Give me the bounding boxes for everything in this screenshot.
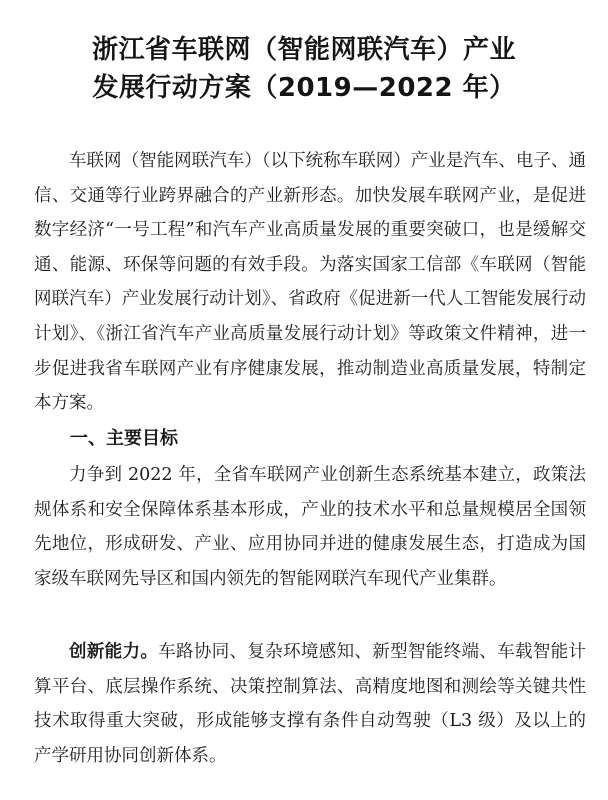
- section-heading-main-goals: 一、主要目标: [70, 428, 178, 449]
- innovation-paragraph: [34, 635, 586, 773]
- innovation-text: 车路协同、复杂环境感知、新型智能终端、车载智能计算平台、底层操作系统、决策控制算法、高精度地图和测绘等关键共性技术取得重大突破，形成能够支撑有条件自动驾驶（L3 级）及以上的产学研用协同创新体系。: [34, 642, 587, 766]
- document-title-line-1: 浙江省车联网（智能网联汽车）产业: [91, 35, 516, 65]
- innovation-lead: 创新能力。: [69, 642, 159, 662]
- document-title-line-2: 发展行动方案（2019—2022 年）: [92, 73, 516, 103]
- goal-paragraph: 力争到 2022 年，全省车联网产业创新生态系统基本建立，政策法规体系和安全保障体系基本形成，产业的技术水平和总量规模居全国领先地位，形成研发、产业、应用协同并进的健康发展生态，打造成为国家级车联网先导区和国内领先的智能网联汽车现代产业集群。: [34, 465, 586, 589]
- intro-paragraph: 车联网（智能网联汽车）（以下统称车联网）产业是汽车、电子、通信、交通等行业跨界融合的产业新形态。加快发展车联网产业，是促进数字经济“一号工程”和汽车产业高质量发展的重要突破口，也是缓解交通、能源、环保等问题的有效手段。为落实国家工信部《车联网（智能网联汽车）产业发展行动计划》、省政府《促进新一代人工智能发展行动计划》、《浙江省汽车产业高质量发展行动计划》等政策文件精神，进一步促进我省车联网产业有序健康发展，推动制造业高质量发展，特制定本方案。: [34, 151, 586, 414]
